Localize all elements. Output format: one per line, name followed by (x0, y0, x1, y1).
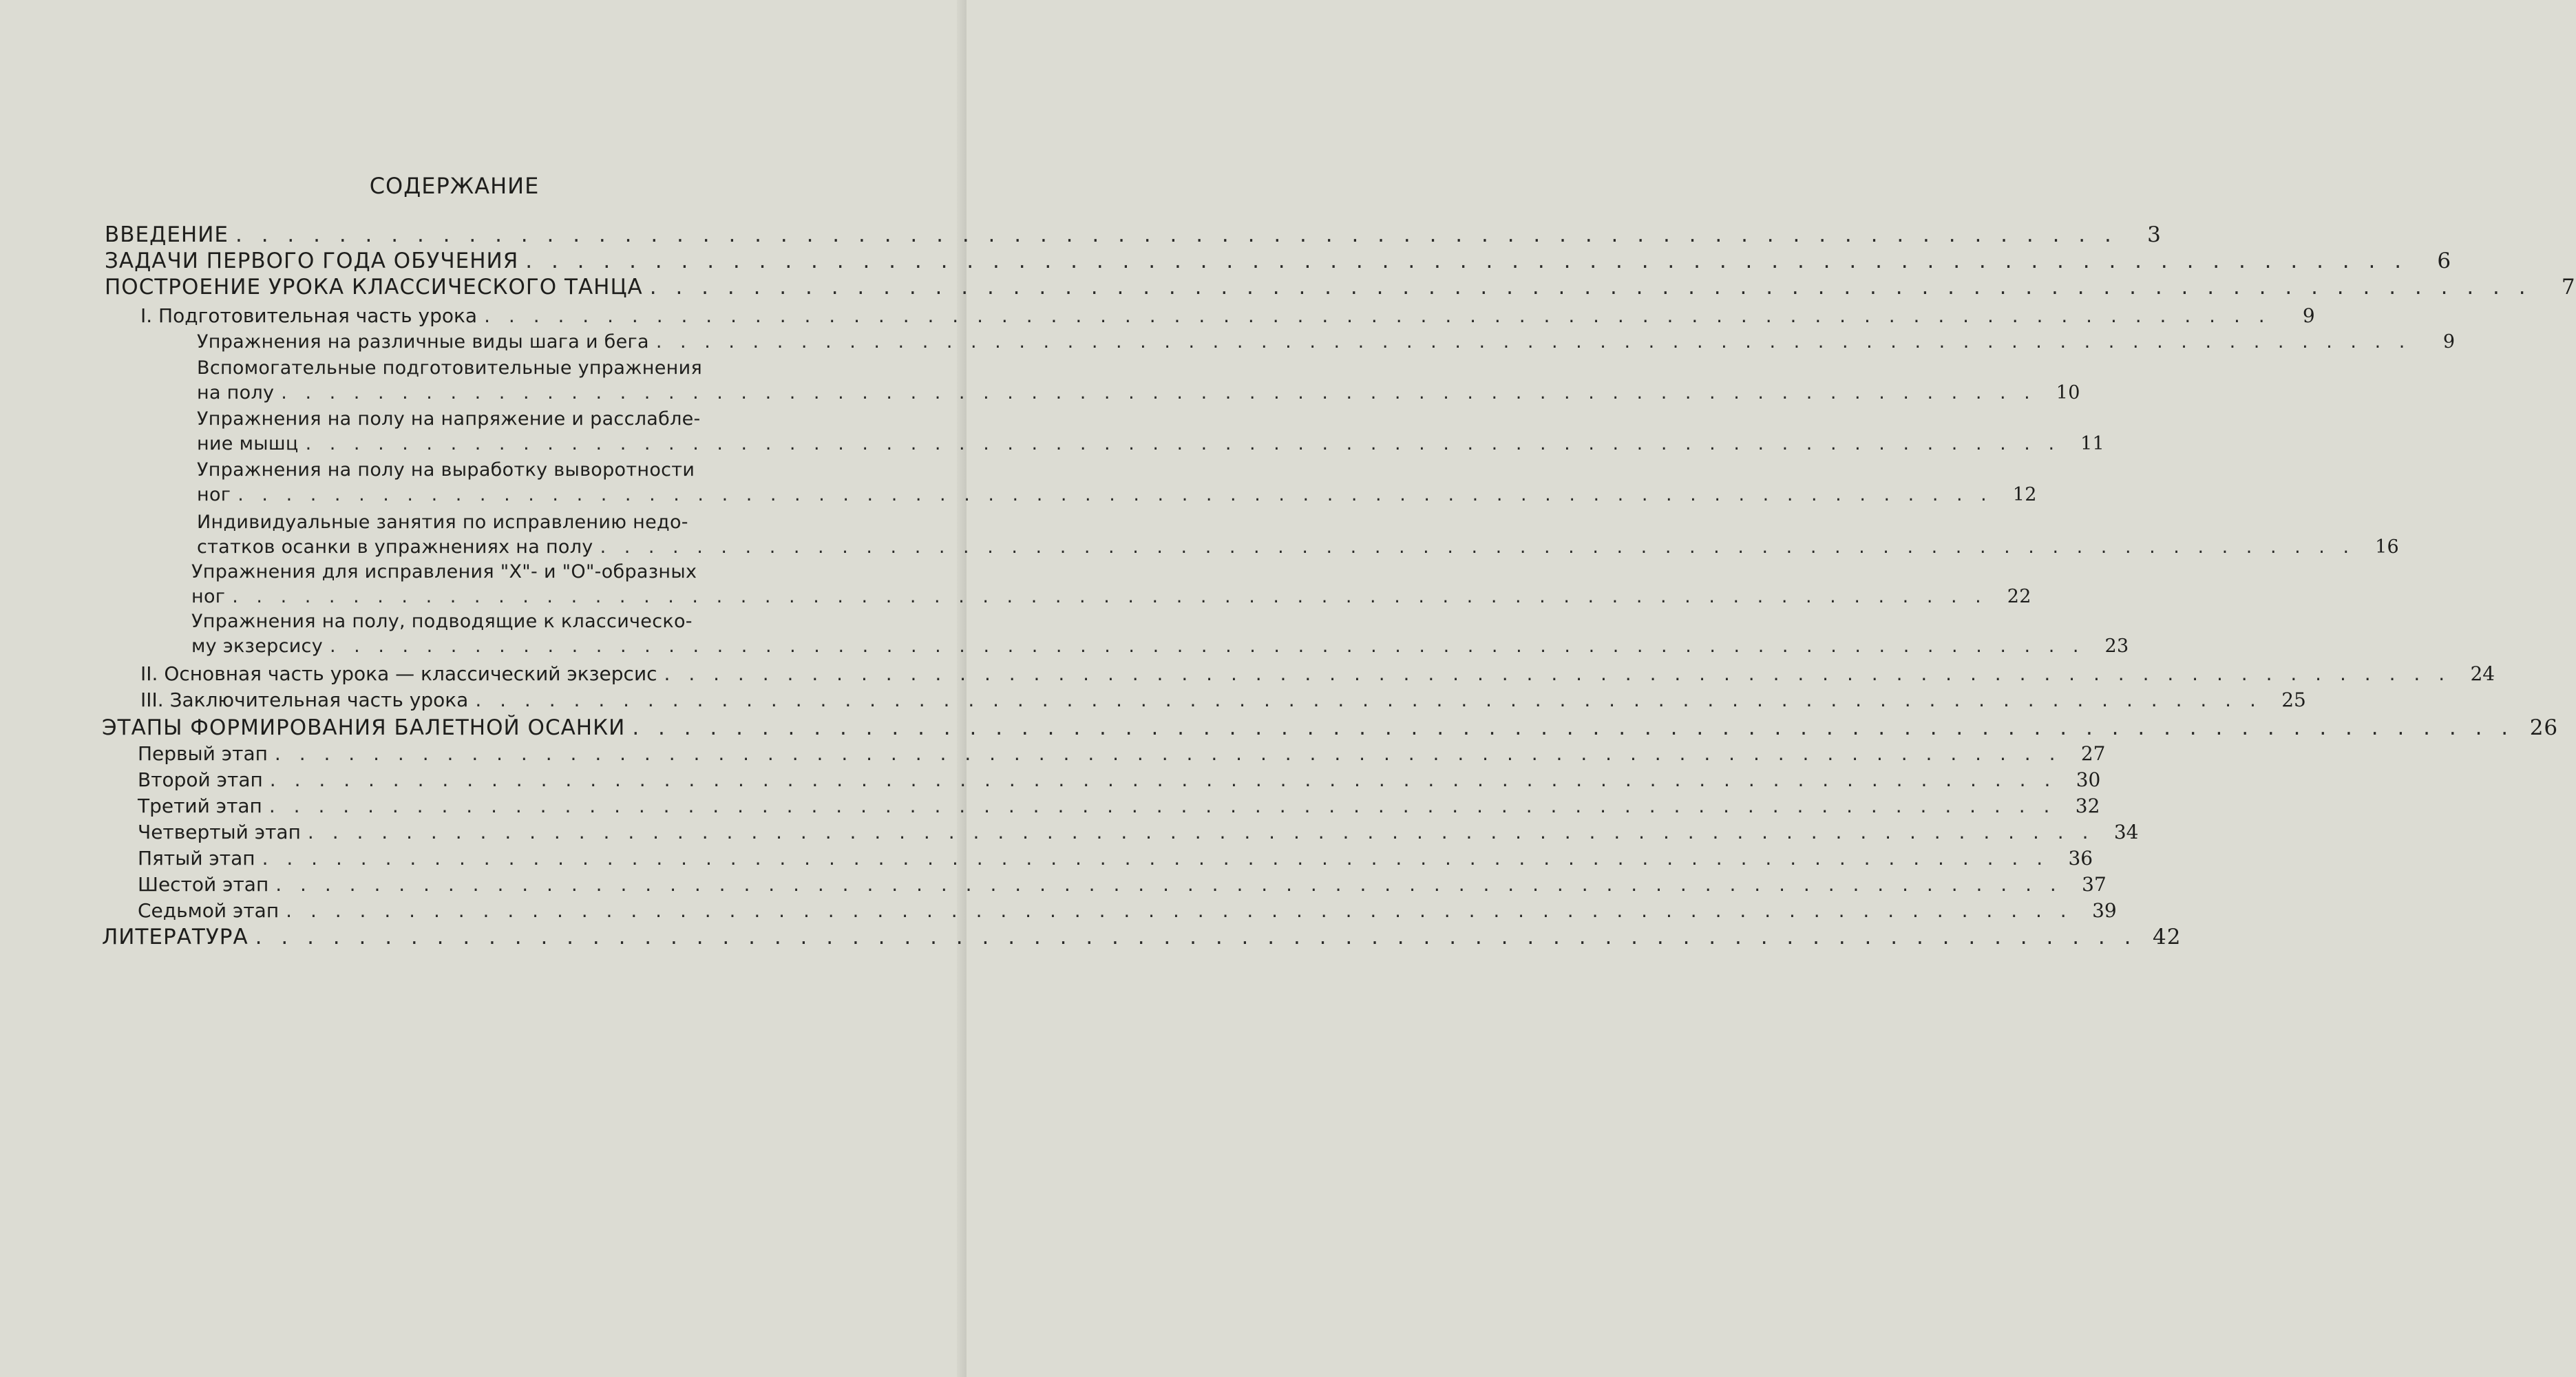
toc-page-number: 11 (2080, 433, 2105, 454)
toc-page-number: 36 (2068, 847, 2093, 870)
toc-entry-label: I. Подготовительная часть урока (140, 304, 478, 327)
toc-leader-dots: . . . . . . . . . . . . . . . . . . . . . . . . . . . . . . . . . . . . . . . . . . . . . . . . . . . . . . . . . . . . . . . . . . . . . . . . . (649, 275, 2532, 299)
toc-page-number: 9 (2302, 304, 2315, 327)
toc-entry-label: Седьмой этап (138, 899, 279, 922)
toc-entry-main-part[interactable] (140, 661, 2495, 687)
toc-leader-dots: . . . . . . . . . . . . . . . . . . . . . . . . . . . . . . . . . . . . . . . . . . . . . . . . . . . . . . . . . . . . . . . . . . . . . . . . . (275, 873, 2062, 896)
toc-entry-label: Первый этап (138, 742, 268, 765)
toc-entry-label: Пятый этап (138, 847, 255, 870)
toc-leader-dots: . . . . . . . . . . . . . . . . . . . . . . . . . . . . . . . . . . . . . . . . . . . . . . . . . . . . . . . . . . . . . . . . . . . . . . . . . (268, 795, 2056, 817)
toc-entry-line1: Упражнения на полу, подводящие к классическо- (191, 611, 693, 632)
toc-entry-step-exercises[interactable] (197, 329, 2456, 355)
toc-leader-dots: . . . . . . . . . . . . . . . . . . . . . . . . . . . . . . . . . . . . . . . . . . . . . . . . . . . . . . . . . . . . . . . . . . . . . . . . . (525, 249, 2408, 273)
toc-entry-label: ПОСТРОЕНИЕ УРОКА КЛАССИЧЕСКОГО ТАНЦА (105, 275, 643, 299)
toc-page-number: 26 (2529, 715, 2559, 740)
toc-leader-dots: . . . . . . . . . . . . . . . . . . . . . . . . . . . . . . . . . . . . . . . . . . . . . . . . . . . . . . . . . . . . . . . . . . . . . . . . . (237, 484, 1993, 505)
toc-entry-tension-relaxation[interactable] (197, 431, 2105, 457)
toc-page-number: 16 (2375, 536, 2400, 558)
toc-entry-label: му экзерсису (191, 635, 323, 657)
toc-page-number: 37 (2082, 873, 2107, 896)
toc-entry-stages[interactable] (102, 715, 2559, 741)
toc-entry-label: ног (197, 484, 231, 505)
toc-entry-label: Шестой этап (138, 873, 269, 896)
toc-leader-dots: . . . . . . . . . . . . . . . . . . . . . . . . . . . . . . . . . . . . . . . . . . . . . . . . . . . . . . . . . . . . . . . . . . . . . . . . . (655, 331, 2411, 353)
toc-entry-final-part[interactable] (140, 687, 2306, 713)
toc-entry-literature[interactable] (102, 924, 2182, 950)
toc-entry-label: на полу (197, 382, 275, 403)
toc-entry-label: ЭТАПЫ ФОРМИРОВАНИЯ БАЛЕТНОЙ ОСАНКИ (102, 715, 626, 740)
toc-page-number: 34 (2113, 821, 2139, 843)
toc-leader-dots: . . . . . . . . . . . . . . . . . . . . . . . . . . . . . . . . . . . . . . . . . . . . . . . . . . . . . . . . . . . . . . . . . . . . . . . . . (274, 742, 2062, 765)
toc-entry-label: статков осанки в упражнениях на полу (197, 536, 593, 558)
toc-page-number: 7 (2561, 275, 2576, 299)
toc-entry-label: ЛИТЕРАТУРА (102, 925, 249, 949)
toc-page-number: 24 (2470, 662, 2495, 685)
toc-entry-label: Упражнения на различные виды шага и бега (197, 331, 649, 353)
toc-entry-line1: Упражнения на полу на выработку выворотности (197, 459, 695, 481)
toc-entry-label: Второй этап (138, 768, 263, 791)
toc-entry-stage-4[interactable] (138, 819, 2139, 845)
toc-entry-first-year-tasks[interactable] (105, 248, 2452, 274)
toc-leader-dots: . . . . . . . . . . . . . . . . . . . . . . . . . . . . . . . . . . . . . . . . . . . . . . . . . . . . . . . . . . . . . . . . . . . . . . . . . (305, 433, 2061, 454)
toc-leader-dots: . . . . . . . . . . . . . . . . . . . . . . . . . . . . . . . . . . . . . . . . . . . . . . . . . . . . . . . . . . . . . . . . . . . . . . . . . (269, 768, 2057, 791)
toc-leader-dots: . . . . . . . . . . . . . . . . . . . . . . . . . . . . . . . . . . . . . . . . . . . . . . . . . . . . . . . . . . . . . . . . . . . . . . . . . (484, 304, 2271, 327)
toc-page-number: 27 (2080, 742, 2106, 765)
toc-entry-stage-3[interactable] (138, 793, 2100, 819)
toc-entry-stage-7[interactable] (138, 898, 2117, 924)
toc-leader-dots: . . . . . . . . . . . . . . . . . . . . . . . . . . . . . . . . . . . . . . . . . . . . . . . . . . . . . . . . . . . . . . . . . . . . . . . . . (307, 821, 2095, 843)
toc-page-number: 12 (2012, 484, 2037, 505)
toc-entry-stage-5[interactable] (138, 845, 2093, 872)
toc-entry-label: Третий этап (138, 795, 262, 817)
toc-page-number: 10 (2056, 382, 2080, 403)
toc-leader-dots: . . . . . . . . . . . . . . . . . . . . . . . . . . . . . . . . . . . . . . . . . . . . . . . . . . . . . . . . . . . . . . . . . . . . . . . . . (664, 662, 2451, 685)
toc-entry-leading-to-exercise[interactable] (191, 633, 2129, 660)
toc-entry-x-o-legs[interactable] (191, 584, 2031, 610)
toc-entry-auxiliary-floor[interactable] (197, 380, 2080, 406)
toc-leader-dots: . . . . . . . . . . . . . . . . . . . . . . . . . . . . . . . . . . . . . . . . . . . . . . . . . . . . . . . . . . . . . . . . . . . . . . . . . (632, 715, 2515, 740)
toc-page-number: 3 (2147, 222, 2162, 247)
toc-leader-dots: . . . . . . . . . . . . . . . . . . . . . . . . . . . . . . . . . . . . . . . . . . . . . . . . . . . . . . . . . . . . . . . . . . . . . . . . . (475, 688, 2262, 711)
toc-entry-preparatory-part[interactable] (140, 303, 2315, 329)
toc-page-number: 32 (2075, 795, 2100, 817)
toc-entry-label: ног (191, 586, 226, 607)
toc-entry-label: ние мышц (197, 433, 299, 454)
toc-page-number: 39 (2092, 899, 2117, 922)
toc-page-number: 42 (2153, 925, 2182, 949)
toc-leader-dots: . . . . . . . . . . . . . . . . . . . . . . . . . . . . . . . . . . . . . . . . . . . . . . . . . . . . . . . . . . . . . . . . . . . . . . . . . (329, 635, 2085, 657)
toc-leader-dots: . . . . . . . . . . . . . . . . . . . . . . . . . . . . . . . . . . . . . . . . . . . . . . . . . . . . . . . . . . . . . . . . . . . . . . . . . (232, 586, 1987, 607)
toc-page-number: 6 (2437, 249, 2452, 273)
toc-page-number: 22 (2007, 586, 2031, 607)
toc-entry-introduction[interactable] (105, 222, 2162, 248)
toc-leader-dots: . . . . . . . . . . . . . . . . . . . . . . . . . . . . . . . . . . . . . . . . . . . . . . . . . . . . . . . . . . . . . . . . . . . . . . . . . (281, 382, 2036, 403)
toc-entry-label: III. Заключительная часть урока (140, 688, 469, 711)
toc-entry-stage-2[interactable] (138, 767, 2101, 793)
toc-entry-stage-1[interactable] (138, 741, 2106, 767)
toc-entry-line1: Упражнения на полу на напряжение и расслабле- (197, 408, 701, 430)
toc-leader-dots: . . . . . . . . . . . . . . . . . . . . . . . . . . . . . . . . . . . . . . . . . . . . . . . . . . . . . . . . . . . . . . . . . . . . . . . . . (262, 847, 2049, 870)
toc-entry-lesson-structure[interactable] (105, 274, 2576, 300)
toc-entry-label: ЗАДАЧИ ПЕРВОГО ГОДА ОБУЧЕНИЯ (105, 249, 519, 273)
toc-entry-posture-correction[interactable] (197, 534, 2400, 560)
page-title: СОДЕРЖАНИЕ (369, 173, 540, 199)
toc-leader-dots: . . . . . . . . . . . . . . . . . . . . . . . . . . . . . . . . . . . . . . . . . . . . . . . . . . . . . . . . . . . . . . . . . . . . . . . . . (600, 536, 2356, 558)
toc-entry-line1: Индивидуальные занятия по исправлению недо- (197, 512, 688, 533)
toc-page-number: 9 (2442, 331, 2456, 353)
toc-page-number: 25 (2281, 688, 2306, 711)
toc-leader-dots: . . . . . . . . . . . . . . . . . . . . . . . . . . . . . . . . . . . . . . . . . . . . . . . . . . . . . . . . . . . . . . . . . . . . . . . . . (286, 899, 2073, 922)
toc-page-number: 30 (2076, 768, 2101, 791)
toc-entry-label: Четвертый этап (138, 821, 301, 843)
toc-entry-label: II. Основная часть урока — классический экзерсис (140, 662, 657, 685)
toc-entry-turnout[interactable] (197, 482, 2037, 508)
toc-entry-line1: Вспомогательные подготовительные упражнения (197, 357, 703, 379)
toc-entry-stage-6[interactable] (138, 872, 2107, 898)
toc-entry-label: ВВЕДЕНИЕ (105, 222, 229, 247)
toc-entry-line1: Упражнения для исправления "Х"- и "О"-образных (191, 561, 697, 582)
toc-page-number: 23 (2104, 635, 2129, 657)
toc-leader-dots: . . . . . . . . . . . . . . . . . . . . . . . . . . . . . . . . . . . . . . . . . . . . . . . . . . . . . . . . . . . . . . . . . . . . . . . . . (235, 222, 2118, 247)
toc-leader-dots: . . . . . . . . . . . . . . . . . . . . . . . . . . . . . . . . . . . . . . . . . . . . . . . . . . . . . . . . . . . . . . . . . . . . . . . . . (255, 925, 2137, 949)
